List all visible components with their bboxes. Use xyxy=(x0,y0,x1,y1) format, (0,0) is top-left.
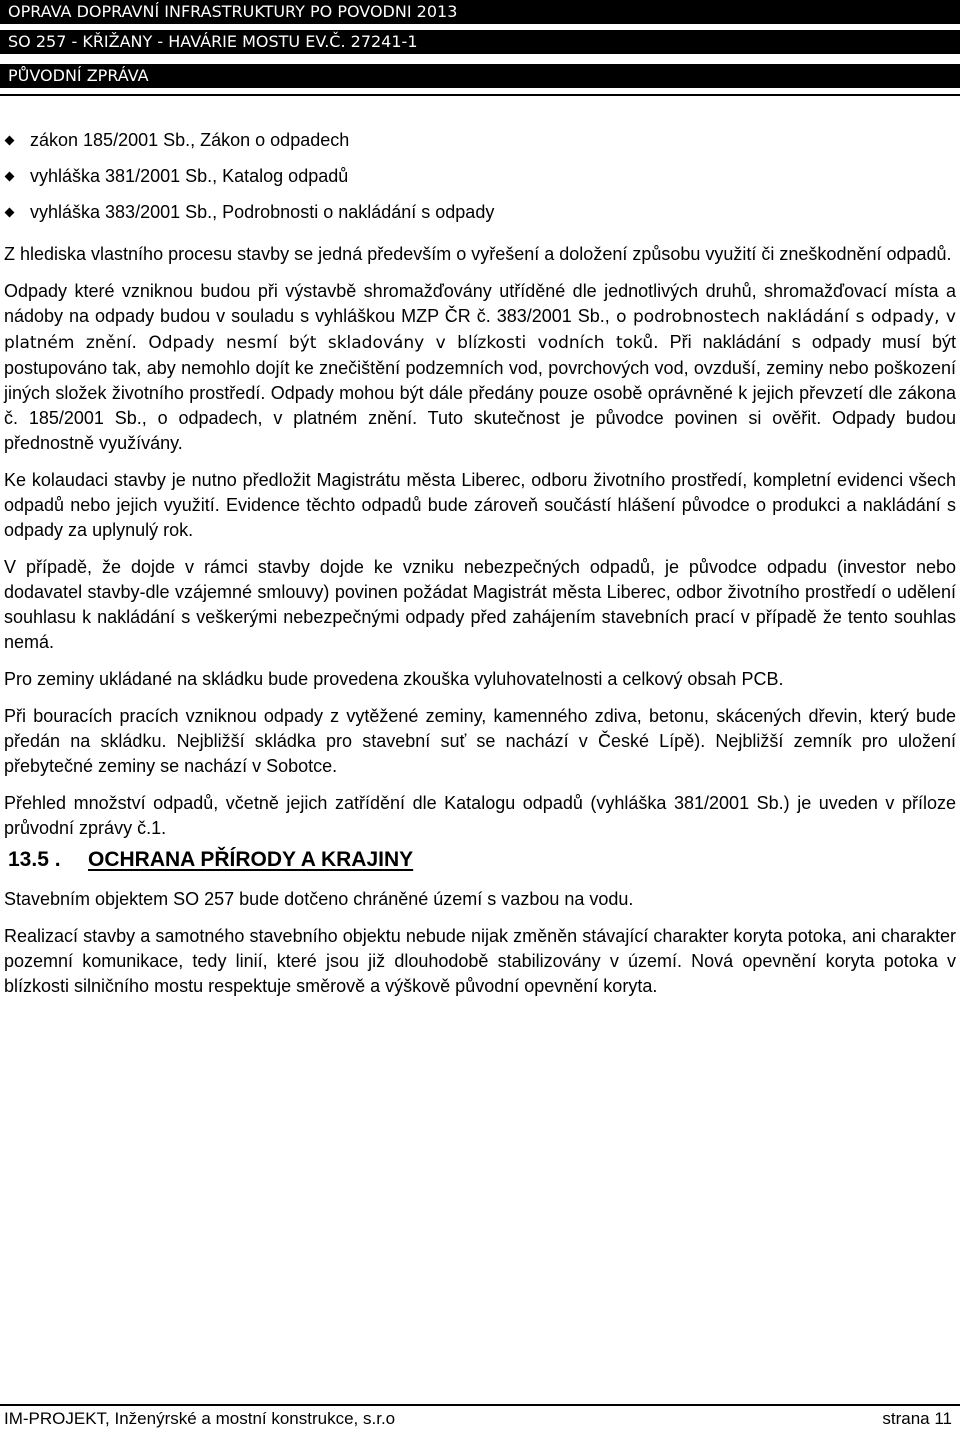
section-heading xyxy=(8,845,956,875)
header-project-title: OPRAVA DOPRAVNÍ INFRASTRUKTURY PO POVODNI 2013 xyxy=(0,0,960,24)
diamond-bullet-icon xyxy=(5,172,15,182)
paragraph-waste-storage xyxy=(4,279,956,456)
paragraph-segment: Odpady mohou být dále předány pouze osobě oprávněné k jejich převzetí dle zákona č. 185/2001 Sb., o odpadech, v platném znění. Tuto skutečnost je původce povinen si ověřit. Odpady budou přednostně využívány. xyxy=(4,383,956,453)
paragraph-waste-overview: Přehled množství odpadů, včetně jejich zatřídění dle Katalogu odpadů (vyhláška 381/2001 Sb.) je uveden v příloze průvodní zprávy č.1. xyxy=(4,793,956,838)
list-item-text: vyhláška 383/2001 Sb., Podrobnosti o nakládání s odpady xyxy=(30,202,495,222)
paragraph-stream-character: Realizací stavby a samotného stavebního objektu nebude nijak změněn stávající charakter koryta potoka, ani charakter pozemní komunikace, tedy linií, které jsou již dlouhodobě stabilizovány v území. Nová opevnění koryta potoka v blízkosti silničního mostu respektuje směrově a výškově původní opevnění koryta. xyxy=(4,926,956,996)
paragraph-protected-area: Stavebním objektem SO 257 bude dotčeno chráněné území s vazbou na vodu. xyxy=(4,889,634,909)
paragraph-segment: o podrobnostech nakládání s odpady, v platném znění. Odpady nesmí být skladovány v blízkosti vodních toků. xyxy=(4,307,956,353)
paragraph-segment: Odpady které vzniknou budou při výstavbě shromažďovány utříděné dle jednotlivých druhů, shromažďovací místa a nádoby na odpady budou v souladu s vyhláškou MZP ČR č. 383/2001 Sb., xyxy=(4,281,956,326)
paragraph-waste-handling: Z hlediska vlastního procesu stavby se jedná především o vyřešení a doložení způsobu využití či zneškodnění odpadů. xyxy=(4,244,952,264)
paragraph-hazardous-waste: V případě, že dojde v rámci stavby dojde ke vzniku nebezpečných odpadů, je původce odpadu (investor nebo dodavatel stavby-dle vzájemné smlouvy) povinen požádat Magistrát města Liberec, odbor životního prostředí o udělení souhlasu k nakládání s veškerými nebezpečnými odpady před zahájením stavebních prací v případě že tento souhlas nemá. xyxy=(4,557,956,652)
diamond-bullet-icon xyxy=(5,208,15,218)
list-item-text: zákon 185/2001 Sb., Zákon o odpadech xyxy=(30,130,350,150)
list-item-text: vyhláška 381/2001 Sb., Katalog odpadů xyxy=(30,166,349,186)
page-number: strana 11 xyxy=(882,1409,952,1428)
header-document-type: PŮVODNÍ ZPRÁVA xyxy=(0,64,960,88)
list-item xyxy=(4,200,956,236)
section-title: OCHRANA PŘÍRODY A KRAJINY xyxy=(88,848,414,871)
list-item xyxy=(4,128,956,164)
paragraph-approval-evidence: Ke kolaudaci stavby je nutno předložit Magistrátu města Liberec, odboru životního prostředí, kompletní evidenci všech odpadů nebo jejich využití. Evidence těchto odpadů bude zároveň součástí hlášení původce o produkci a nakládání s odpady za uplynulý rok. xyxy=(4,470,956,540)
section-number: 13.5 . xyxy=(8,848,61,871)
page-header xyxy=(0,0,960,96)
document-body xyxy=(4,128,956,1011)
header-divider xyxy=(0,94,960,96)
legislation-list xyxy=(4,128,956,236)
paragraph-soil-testing: Pro zeminy ukládané na skládku bude provedena zkouška vyluhovatelnosti a celkový obsah PCB. xyxy=(4,669,784,689)
paragraph-segment: Při nakládání s odpady musí být postupováno tak, aby nemohlo dojít ke znečištění podzemních vod, povrchových vod, ovzduší, zeminy nebo poškození jiných složek životního prostředí. xyxy=(4,332,956,403)
paragraph-demolition-waste: Při bouracích pracích vzniknou odpady z vytěžené zeminy, kamenného zdiva, betonu, skácených dřevin, který bude předán na skládku. Nejbližší skládka pro stavební suť se nachází v České Lípě). Nejbližší zemník pro uložení přebytečné zeminy se nachází v Sobotce. xyxy=(4,706,956,776)
footer-company: IM-PROJEKT, Inženýrské a mostní konstrukce, s.r.o xyxy=(4,1409,396,1428)
list-item xyxy=(4,164,956,200)
diamond-bullet-icon xyxy=(5,136,15,146)
footer-divider xyxy=(0,1404,960,1406)
page-footer xyxy=(0,1404,960,1429)
header-object-title: SO 257 - KŘIŽANY - HAVÁRIE MOSTU EV.Č. 27241-1 xyxy=(0,30,960,54)
